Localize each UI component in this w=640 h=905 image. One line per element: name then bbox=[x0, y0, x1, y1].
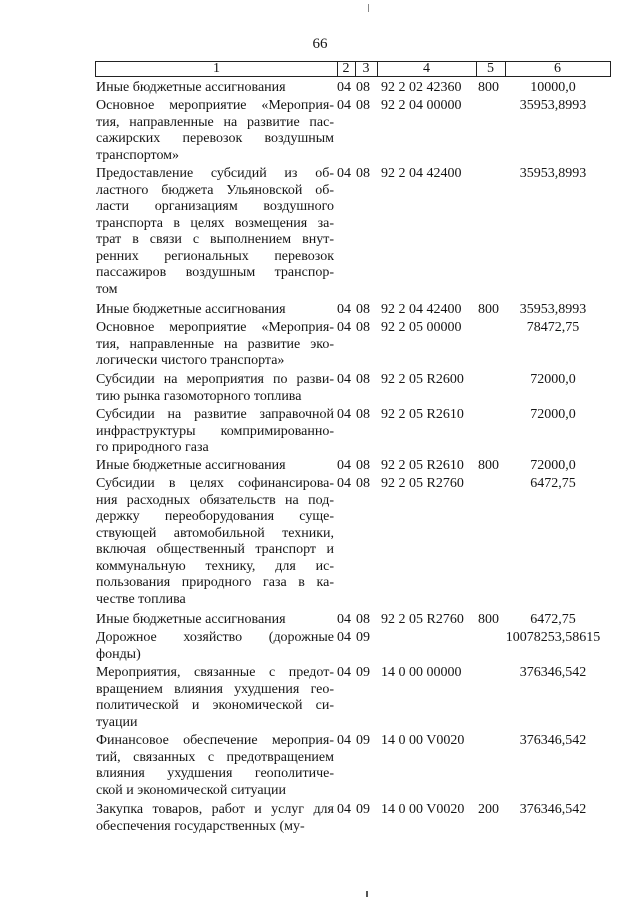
target-item-code: 92 2 05 R2610 bbox=[381, 458, 464, 473]
amount: 35953,8993 bbox=[519, 98, 587, 113]
description-line: влияния ухудшения геополитиче- bbox=[96, 766, 334, 781]
amount: 6472,75 bbox=[530, 476, 576, 491]
description-line: тия, направленные на развитие эко- bbox=[96, 336, 334, 352]
target-item-code: 92 2 05 00000 bbox=[381, 320, 462, 335]
description-line: ствующей автомобильной техники, bbox=[96, 525, 334, 541]
amount: 72000,0 bbox=[530, 372, 576, 387]
description-line: транспортом» bbox=[96, 147, 180, 163]
description-line: честве топлива bbox=[96, 591, 186, 607]
amount: 376346,542 bbox=[519, 802, 587, 817]
description-line: политической и экономической си- bbox=[96, 698, 334, 713]
description-line: Иные бюджетные ассигнования bbox=[96, 458, 286, 473]
description-line: тия, направленные на развитие пас- bbox=[96, 114, 334, 130]
section-code: 04 bbox=[337, 733, 351, 748]
subsection-code: 08 bbox=[356, 407, 370, 422]
description-line: ния расходных обязательств на под- bbox=[96, 492, 334, 508]
row-description bbox=[96, 458, 334, 475]
subsection-code: 08 bbox=[356, 476, 370, 491]
description-line: Иные бюджетные ассигнования bbox=[96, 80, 286, 95]
description-line: го природного газа bbox=[96, 440, 209, 455]
description-line: инфраструктуры компримированно- bbox=[96, 423, 334, 439]
subsection-code: 09 bbox=[356, 733, 370, 748]
amount: 78472,75 bbox=[526, 320, 580, 335]
row-description bbox=[96, 372, 334, 405]
description-line: Основное мероприятие «Мероприя- bbox=[96, 98, 334, 113]
header-col-6: 6 bbox=[554, 61, 561, 76]
row-description bbox=[96, 98, 334, 164]
target-item-code: 92 2 02 42360 bbox=[381, 80, 462, 95]
subsection-code: 09 bbox=[356, 630, 370, 645]
row-description bbox=[96, 166, 334, 298]
table-header bbox=[95, 61, 611, 77]
row-description bbox=[96, 320, 334, 370]
header-col-4: 4 bbox=[423, 61, 430, 76]
row-description bbox=[96, 612, 334, 629]
target-item-code: 92 2 05 R2610 bbox=[381, 407, 464, 422]
description-line: держку переоборудования суще- bbox=[96, 509, 334, 524]
description-line: пассажиров воздушным транспор- bbox=[96, 265, 334, 280]
header-col-5: 5 bbox=[487, 61, 494, 76]
target-item-code: 14 0 00 00000 bbox=[381, 665, 462, 680]
header-col-1: 1 bbox=[213, 61, 220, 76]
subsection-code: 08 bbox=[356, 612, 370, 627]
expense-type-code: 800 bbox=[478, 458, 499, 473]
subsection-code: 08 bbox=[356, 166, 370, 181]
row-description bbox=[96, 302, 334, 319]
description-line: пользования природного газа в ка- bbox=[96, 575, 334, 590]
section-code: 04 bbox=[337, 166, 351, 181]
target-item-code: 14 0 00 V0020 bbox=[381, 733, 465, 748]
description-line: туации bbox=[96, 714, 138, 730]
description-line: включая общественный транспорт и bbox=[96, 542, 334, 557]
row-description bbox=[96, 733, 334, 799]
amount: 10078253,58615 bbox=[505, 630, 601, 645]
description-line: ренних региональных перевозок bbox=[96, 248, 334, 264]
subsection-code: 08 bbox=[356, 372, 370, 387]
section-code: 04 bbox=[337, 476, 351, 491]
section-code: 04 bbox=[337, 665, 351, 680]
description-line: фонды) bbox=[96, 646, 141, 662]
description-line: коммунальную технику, для ис- bbox=[96, 558, 334, 574]
subsection-code: 08 bbox=[356, 302, 370, 317]
amount: 376346,542 bbox=[519, 665, 587, 680]
subsection-code: 08 bbox=[356, 458, 370, 473]
expense-type-code: 800 bbox=[478, 612, 499, 627]
expense-type-code: 800 bbox=[478, 80, 499, 95]
description-line: тий, связанных с предотвращением bbox=[96, 749, 334, 765]
target-item-code: 92 2 05 R2760 bbox=[381, 476, 464, 491]
description-line: том bbox=[96, 281, 118, 297]
expense-type-code: 800 bbox=[478, 302, 499, 317]
description-line: Мероприятия, связанные с предот- bbox=[96, 665, 334, 680]
description-line: Закупка товаров, работ и услуг для bbox=[96, 802, 334, 817]
row-description bbox=[96, 407, 334, 457]
scan-mark-bottom bbox=[366, 891, 368, 897]
section-code: 04 bbox=[337, 802, 351, 817]
subsection-code: 08 bbox=[356, 320, 370, 335]
expense-type-code: 200 bbox=[478, 802, 499, 817]
section-code: 04 bbox=[337, 630, 351, 645]
row-description bbox=[96, 476, 334, 608]
description-line: Субсидии в целях софинансирова- bbox=[96, 476, 334, 491]
amount: 72000,0 bbox=[530, 458, 576, 473]
section-code: 04 bbox=[337, 320, 351, 335]
subsection-code: 09 bbox=[356, 802, 370, 817]
row-description bbox=[96, 80, 334, 97]
target-item-code: 14 0 00 V0020 bbox=[381, 802, 465, 817]
description-line: тию рынка газомоторного топлива bbox=[96, 388, 302, 404]
section-code: 04 bbox=[337, 372, 351, 387]
section-code: 04 bbox=[337, 458, 351, 473]
description-line: ской и экономической ситуации bbox=[96, 782, 287, 798]
section-code: 04 bbox=[337, 302, 351, 317]
subsection-code: 09 bbox=[356, 665, 370, 680]
row-description bbox=[96, 665, 334, 731]
target-item-code: 92 2 04 42400 bbox=[381, 302, 462, 317]
target-item-code: 92 2 04 00000 bbox=[381, 98, 462, 113]
section-code: 04 bbox=[337, 612, 351, 627]
section-code: 04 bbox=[337, 98, 351, 113]
subsection-code: 08 bbox=[356, 80, 370, 95]
header-col-3: 3 bbox=[362, 61, 370, 76]
scan-mark-top bbox=[368, 4, 369, 12]
description-line: логически чистого транспорта» bbox=[96, 353, 285, 368]
amount: 6472,75 bbox=[530, 612, 576, 627]
description-line: транспорта в целях возмещения за- bbox=[96, 215, 334, 231]
row-description bbox=[96, 630, 334, 663]
description-line: ласти организациям воздушного bbox=[96, 199, 334, 214]
amount: 72000,0 bbox=[530, 407, 576, 422]
description-line: Иные бюджетные ассигнования bbox=[96, 302, 286, 317]
description-line: сажирских перевозок воздушным bbox=[96, 131, 334, 146]
subsection-code: 08 bbox=[356, 98, 370, 113]
target-item-code: 92 2 05 R2600 bbox=[381, 372, 464, 387]
description-line: Основное мероприятие «Мероприя- bbox=[96, 320, 334, 335]
description-line: трат в связи с выполнением внут- bbox=[96, 232, 334, 247]
section-code: 04 bbox=[337, 407, 351, 422]
amount: 376346,542 bbox=[519, 733, 587, 748]
description-line: Субсидии на развитие заправочной bbox=[96, 407, 334, 422]
description-line: Финансовое обеспечение мероприя- bbox=[96, 733, 334, 748]
description-line: Дорожное хозяйство (дорожные bbox=[96, 630, 334, 645]
description-line: Иные бюджетные ассигнования bbox=[96, 612, 286, 627]
description-line: обеспечения государственных (му- bbox=[96, 818, 305, 834]
amount: 35953,8993 bbox=[519, 302, 587, 317]
header-col-2: 2 bbox=[342, 61, 350, 76]
page-number: 66 bbox=[312, 36, 328, 52]
description-line: Субсидии на мероприятия по разви- bbox=[96, 372, 334, 387]
description-line: вращением влияния ухудшения гео- bbox=[96, 681, 334, 697]
target-item-code: 92 2 05 R2760 bbox=[381, 612, 464, 627]
section-code: 04 bbox=[337, 80, 351, 95]
row-description bbox=[96, 802, 334, 835]
target-item-code: 92 2 04 42400 bbox=[381, 166, 462, 181]
description-line: ластного бюджета Ульяновской об- bbox=[96, 182, 334, 198]
amount: 10000,0 bbox=[530, 80, 576, 95]
description-line: Предоставление субсидий из об- bbox=[96, 166, 334, 181]
amount: 35953,8993 bbox=[519, 166, 587, 181]
